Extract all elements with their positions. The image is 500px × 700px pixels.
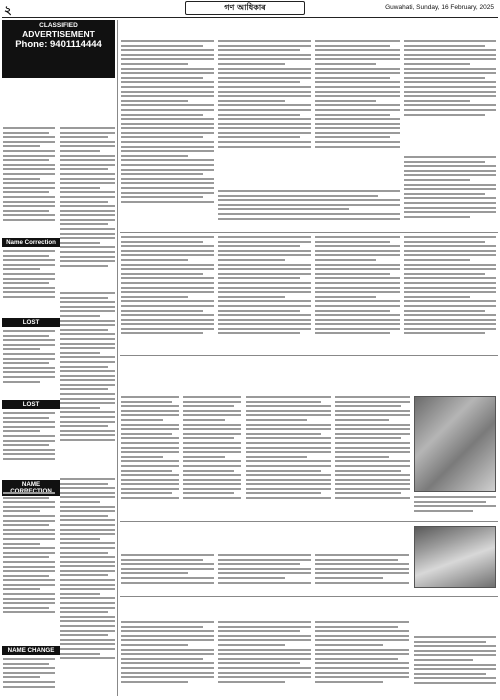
hospital-photo [414, 526, 496, 588]
right-headline-1 [410, 138, 496, 152]
bottom-article-col-1 [121, 621, 214, 696]
school-event-photo [414, 396, 496, 492]
notice-text [3, 412, 55, 474]
classified-ad-box [2, 20, 115, 78]
header-rule [2, 17, 498, 18]
section-divider [120, 355, 498, 356]
crime-article-col-1 [121, 396, 179, 518]
mid-article-col-1 [121, 236, 214, 354]
notice-lost-2: LOST [2, 400, 60, 409]
top-article-col-2 [218, 40, 311, 168]
mid-article-col-4 [404, 236, 496, 354]
photo-caption [414, 496, 496, 520]
mid-article-intro [218, 190, 400, 230]
bottom-headline [121, 601, 409, 617]
classified-label: CLASSIFIED [39, 22, 78, 29]
section-divider [120, 232, 498, 233]
notice-name-change: NAME CHANGE [2, 646, 60, 655]
school-headline [246, 360, 496, 392]
exploitation-headline [121, 526, 409, 550]
school-article-col-2 [335, 396, 410, 518]
classified-phone: Phone: 9401114444 [15, 39, 102, 50]
notice-text [3, 658, 55, 696]
top-headline [125, 20, 495, 36]
notice-text [3, 250, 55, 310]
classified-title: ADVERTISEMENT [22, 29, 95, 39]
notice-text [3, 330, 55, 394]
bottom-article-col-3 [315, 621, 409, 696]
exploitation-col-2 [218, 554, 311, 594]
date-english: Guwahati, Sunday, 16 February, 2025 [385, 4, 494, 11]
notice-text [3, 492, 55, 640]
page-number: ২ [4, 3, 12, 17]
left-article-text-3 [60, 292, 115, 472]
hospital-article [414, 636, 496, 696]
left-article-text-2 [60, 127, 115, 287]
left-article-text-4 [60, 478, 115, 696]
top-article-col-3 [315, 40, 400, 168]
masthead: গণ আধিকাৰ [185, 1, 305, 15]
column-divider [117, 20, 118, 696]
crime-headline [121, 360, 241, 392]
school-article-col-1 [246, 396, 331, 518]
top-article-col-1 [121, 40, 214, 230]
hospital-headline [414, 592, 496, 632]
notice-name-correction: Name Correction [2, 238, 60, 247]
left-article-text [3, 127, 55, 237]
exploitation-col-3 [315, 554, 409, 594]
right-article-1 [404, 156, 496, 230]
left-headline [3, 82, 115, 124]
bottom-article-col-2 [218, 621, 311, 696]
crime-article-col-2 [183, 396, 241, 518]
top-article-col-4 [404, 40, 496, 132]
exploitation-col-1 [121, 554, 214, 594]
mid-article-col-2 [218, 236, 311, 354]
mid-headline [220, 172, 400, 186]
notice-name-correction-2: NAME [2, 480, 60, 496]
section-divider [120, 521, 498, 522]
notice-lost: LOST [2, 318, 60, 327]
mid-article-col-3 [315, 236, 400, 354]
